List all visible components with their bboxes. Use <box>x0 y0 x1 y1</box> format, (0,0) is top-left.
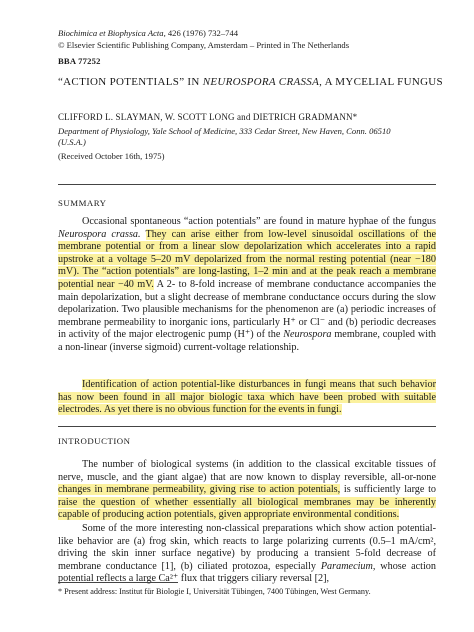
summary-p2-highlight: Identification of action potential-like disturbances in fungi means that such behavior has now been found in all major biologic taxa which have been probed with suitable electrodes. As yet there is no obvious function for the events in fungi. <box>58 379 436 416</box>
intro-p2-organism: Paramecium, <box>320 560 376 572</box>
summary-heading: SUMMARY <box>58 198 107 208</box>
footnote-rule <box>58 582 178 583</box>
affiliation <box>58 126 436 148</box>
summary-p1-organism: Neurospora crassa. <box>58 228 141 240</box>
intro-p2-text-1: Some of the more interesting non-classical preparations which show action potential-like behavior are (a) frog skin, which reacts to large polarizing currents (0.5–1 mA/cm², driving the skin inner surface negative) by producing a transient 5-fold decrease of membrane conductance [1], (b) ciliated protozoa, especially <box>58 523 436 572</box>
intro-p1-highlight-1: changes in membrane permeability, giving rise to action potentials, <box>58 484 341 496</box>
paper-title <box>58 76 443 88</box>
title-part-1: “ACTION POTENTIALS” IN <box>58 76 203 88</box>
intro-p1-text-1: The number of biological systems (in addition to the classical excitable tissues of nerve, muscle, and the giant algae) that are now known to display reversible, all-or-none <box>58 459 436 483</box>
summary-p1-text-3: membrane, coupled with a non-linear (inverse sigmoid) current-voltage relationship. <box>58 329 436 353</box>
bba-id: BBA 77252 <box>58 56 101 66</box>
journal-name: Biochimica et Biophysica Acta, <box>58 28 166 38</box>
intro-p2-text-2: whose action potential reflects a large Ca²⁺ flux that triggers ciliary reversal [2], <box>58 560 436 585</box>
divider-mid <box>58 426 436 427</box>
received-date: (Received October 16th, 1975) <box>58 151 165 161</box>
introduction-paragraph-1 <box>58 459 436 522</box>
journal-header <box>58 28 436 51</box>
summary-p1-text-1: Occasional spontaneous “action potentials” are found in mature hyphae of the fungus <box>82 216 436 227</box>
introduction-heading: INTRODUCTION <box>58 436 131 446</box>
divider-top <box>58 184 436 185</box>
intro-p1-text-2: is sufficiently large to <box>340 484 436 496</box>
affiliation-line-2: (U.S.A.) <box>58 137 86 147</box>
footnote: * Present address: Institut für Biologie I, Universität Tübingen, 7400 Tübingen, West Germany. <box>58 587 371 596</box>
summary-p1-highlight: They can arise either from low-level sinusoidal oscillations of the membrane potential or from a linear slow depolarization which accelerates into a rapid upstroke at a voltage 5–20 mV depolarized from the normal resting potential (near −180 mV). The “action potentials” are long-lasting, 1–2 min and at the peak reach a membrane potential near −40 mV. <box>58 228 436 290</box>
title-organism: NEUROSPORA CRASSA <box>202 76 320 88</box>
summary-p1-text-2: A 2- to 8-fold increase of membrane conductance accompanies the main depolarization, but a slight decrease of membrane conductance occurs during the slow depolarization. Two plausible mechanisms for the phenomenon are (a) periodic increases of membrane permeability to inorganic ions, particularly H⁺ or Cl⁻ and (b) periodic decreases in activity of the major electrogenic pump (H⁺) of the <box>58 278 436 341</box>
introduction-paragraph-2 <box>58 523 436 586</box>
intro-p1-highlight-2: raise the question of whether essentially all biological membranes may be inherently capable of producing action potentials, given appropriate environmental conditions. <box>58 496 436 521</box>
summary-p1-genus: Neurospora <box>283 329 332 341</box>
title-part-2: , A MYCELIAL FUNGUS <box>319 76 443 88</box>
summary-paragraph-1 <box>58 216 436 355</box>
affiliation-line-1: Department of Physiology, Yale School of Medicine, 333 Cedar Street, New Haven, Conn. 06510 <box>58 126 391 136</box>
publisher-line: © Elsevier Scientific Publishing Company, Amsterdam – Printed in The Netherlands <box>58 39 350 50</box>
author-list: CLIFFORD L. SLAYMAN, W. SCOTT LONG and DIETRICH GRADMANN* <box>58 112 358 122</box>
summary-paragraph-2 <box>58 379 436 417</box>
journal-reference: 426 (1976) 732–744 <box>165 28 239 38</box>
